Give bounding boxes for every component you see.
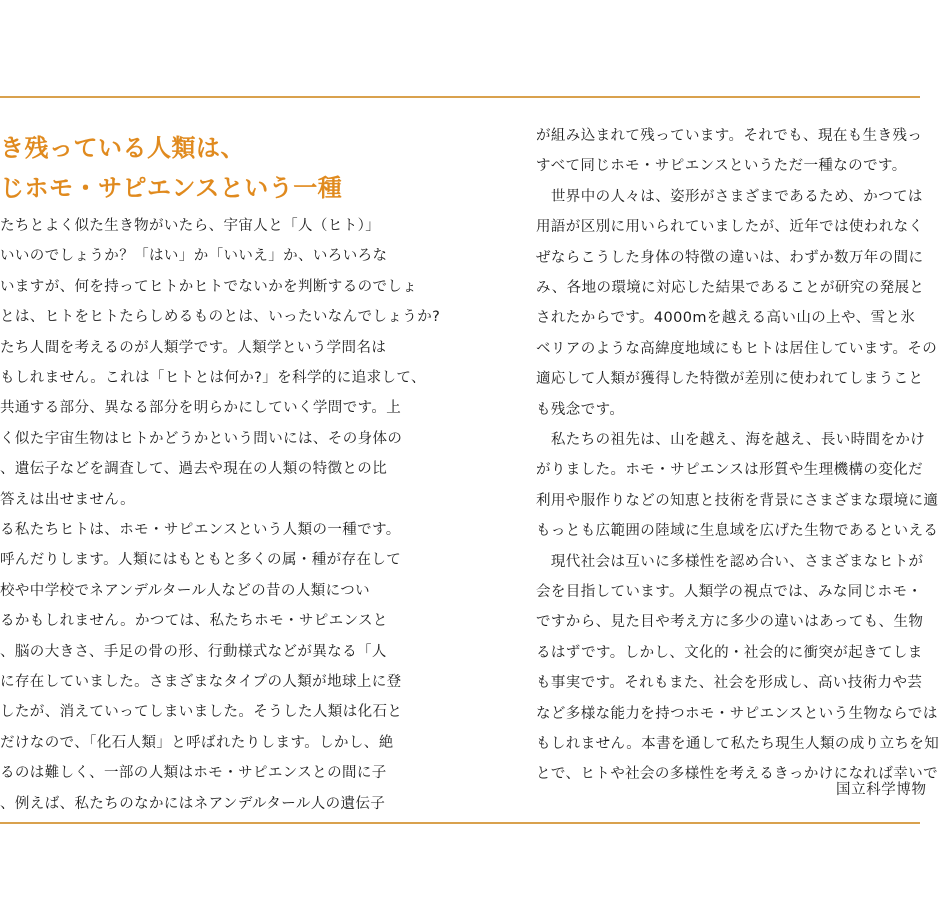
body-text-line: たち人間を考えるのが人類学です。人類学という学問名は (0, 339, 387, 356)
body-text-line: 共通する部分、異なる部分を明らかにしていく学問です。上 (0, 400, 402, 417)
body-text-line: も事実です。それもまた、社会を形成し、高い技術力や芸 (536, 675, 923, 692)
body-text-line: とは、ヒトをヒトたらしめるものとは、いったいなんでしょうか? (0, 309, 441, 326)
body-text-line: るかもしれません。かつては、私たちホモ・サピエンスと (0, 613, 388, 630)
section-heading-line-1: き残っている人類は、 (0, 134, 245, 162)
section-heading-line-2: じホモ・サピエンスという一種 (0, 174, 343, 202)
body-text-line: 利用や服作りなどの知恵と技術を背景にさまざまな環境に適 (536, 492, 939, 509)
body-text-line: とで、ヒトや社会の多様性を考えるきっかけになれば幸いで (536, 766, 939, 783)
body-text-line: すべて同じホモ・サピエンスというただ一種なのです。 (536, 158, 907, 175)
body-text-line: いいのでしょうか？「はい」か「いいえ」か、いろいろな (0, 248, 388, 265)
body-text-line: もしれません。本書を通して私たち現生人類の成り立ちを知 (536, 736, 939, 752)
body-text-line: 現代社会は互いに多様性を認め合い、さまざまなヒトが (536, 553, 924, 570)
body-text-line: など多様な能力を持つホモ・サピエンスという生物ならでは (536, 705, 938, 722)
body-text-line: 、例えば、私たちのなかにはネアンデルタール人の遺伝子 (0, 795, 386, 812)
body-text-line: たちとよく似た生き物がいたら、宇宙人と「人（ヒト）」 (0, 218, 381, 234)
body-text-line: されたからです。4000mを越える高い山の上や、雪と氷 (536, 310, 916, 327)
body-text-line: 会を目指しています。人類学の視点では、みな同じホモ・ (536, 584, 923, 600)
body-text-line: く似た宇宙生物はヒトかどうかという問いには、その身体の (0, 430, 403, 447)
body-text-line: 校や中学校でネアンデルタール人などの昔の人類につい (0, 582, 371, 599)
body-text-line: 私たちの祖先は、山を越え、海を越え、長い時間をかけ (536, 432, 926, 448)
body-text-line: したが、消えていってしまいました。そうした人類は化石と (0, 704, 403, 721)
left-page (0, 0, 441, 920)
body-text-line: ですから、見た目や考え方に多少の違いはあっても、生物 (536, 614, 924, 631)
body-text-line: るのは難しく、一部の人類はホモ・サピエンスとの間に子 (0, 765, 387, 782)
body-text-line: る私たちヒトは、ホモ・サピエンスという人類の一種です。 (0, 522, 401, 538)
body-text-line: ベリアのような高緯度地域にもヒトは居住しています。その (536, 340, 938, 357)
body-text-line: 答えは出せません。 (0, 491, 135, 508)
body-text-line: もっとも広範囲の陸域に生息域を広げた生物であるといえる (536, 523, 939, 540)
author-signature: 国立科学博物 (836, 782, 927, 798)
body-text-line: いますが、何を持ってヒトかヒトでないかを判断するのでしょ (0, 278, 418, 295)
body-text-line: だけなので、「化石人類」と呼ばれたりします。しかし、絶 (0, 734, 394, 751)
body-text-line: るはずです。しかし、文化的・社会的に衝突が起きてしま (536, 644, 923, 661)
body-text-line: も残念です。 (536, 401, 625, 418)
body-text-line: もしれません。これは「ヒトとは何か?」を科学的に追求して、 (0, 370, 426, 386)
body-text-line: がりました。ホモ・サピエンスは形質や生理機構の変化だ (536, 462, 923, 479)
body-text-line: 世界中の人々は、姿形がさまざまであるため、かつては (536, 188, 923, 205)
body-text-line: ぜならこうした身体の特徴の違いは、わずか数万年の間に (536, 249, 924, 266)
body-text-line: 、脳の大きさ、手足の骨の形、行動様式などが異なる「人 (0, 643, 387, 660)
right-page (518, 0, 939, 920)
body-text-line: み、各地の環境に対応した結果であることが研究の発展と (536, 280, 925, 296)
body-text-line: 用語が区別に用いられていましたが、近年では使われなく (536, 219, 924, 236)
body-text-line: 、遺伝子などを調査して、過去や現在の人類の特徴との比 (0, 461, 388, 478)
body-text-line: 適応して人類が獲得した特徴が差別に使われてしまうこと (536, 371, 924, 388)
body-text-line: に存在していました。さまざまなタイプの人類が地球上に登 (0, 674, 402, 690)
body-text-line: が組み込まれて残っています。それでも、現在も生き残っ (536, 128, 923, 144)
body-text-line: 呼んだりします。人類にはもともと多くの属・種が存在して (0, 552, 402, 569)
